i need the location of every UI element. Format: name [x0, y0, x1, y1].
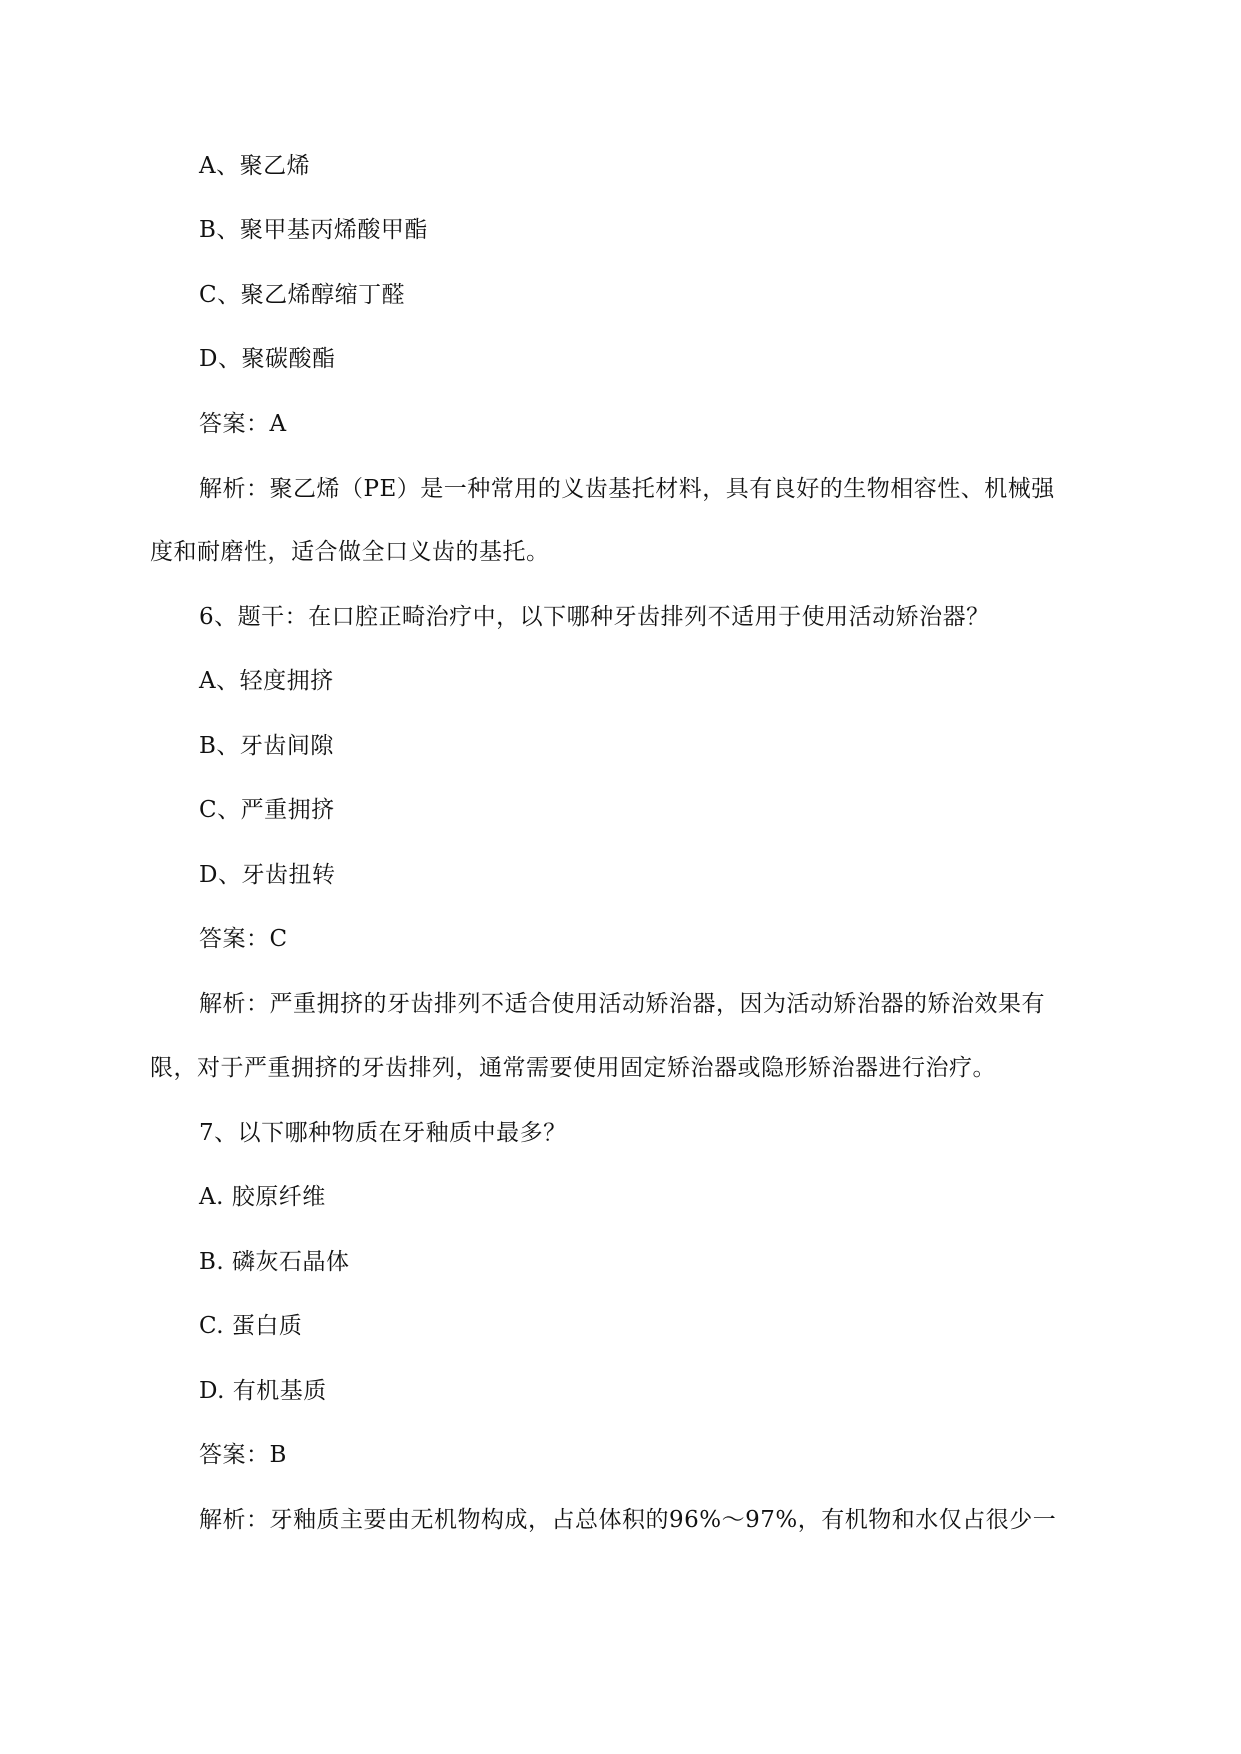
q6-option-a: A、轻度拥挤 — [199, 668, 334, 694]
q5-option-b: B、聚甲基丙烯酸甲酯 — [199, 217, 428, 243]
q5-analysis-line2: 度和耐磨性，适合做全口义齿的基托。 — [150, 539, 550, 565]
q5-option-a: A、聚乙烯 — [199, 153, 311, 179]
q7-option-c: C. 蛋白质 — [199, 1313, 303, 1339]
q7-option-b: B. 磷灰石晶体 — [199, 1249, 350, 1275]
q5-option-c: C、聚乙烯醇缩丁醛 — [199, 282, 406, 308]
q5-analysis-line1: 解析：聚乙烯（PE）是一种常用的义齿基托材料，具有良好的生物相容性、机械强 — [199, 476, 1055, 502]
q7-answer: 答案：B — [199, 1442, 287, 1468]
q6-analysis-line1: 解析：严重拥挤的牙齿排列不适合使用活动矫治器，因为活动矫治器的矫治效果有 — [199, 991, 1045, 1017]
q6-analysis-line2: 限，对于严重拥挤的牙齿排列，通常需要使用固定矫治器或隐形矫治器进行治疗。 — [150, 1055, 996, 1081]
q5-answer: 答案：A — [199, 411, 287, 437]
q6-option-c: C、严重拥挤 — [199, 797, 335, 823]
q6-option-d: D、牙齿扭转 — [199, 862, 336, 888]
q6-answer: 答案：C — [199, 926, 288, 952]
q7-option-d: D. 有机基质 — [199, 1378, 327, 1404]
q7-analysis-line1: 解析：牙釉质主要由无机物构成，占总体积的96%～97%，有机物和水仅占很少一 — [199, 1507, 1057, 1533]
q7-option-a: A. 胶原纤维 — [199, 1184, 326, 1210]
q6-option-b: B、牙齿间隙 — [199, 733, 334, 759]
q5-option-d: D、聚碳酸酯 — [199, 346, 336, 372]
q6-question: 6、题干：在口腔正畸治疗中，以下哪种牙齿排列不适用于使用活动矫治器？ — [199, 604, 990, 630]
q7-question: 7、以下哪种物质在牙釉质中最多？ — [199, 1120, 567, 1146]
